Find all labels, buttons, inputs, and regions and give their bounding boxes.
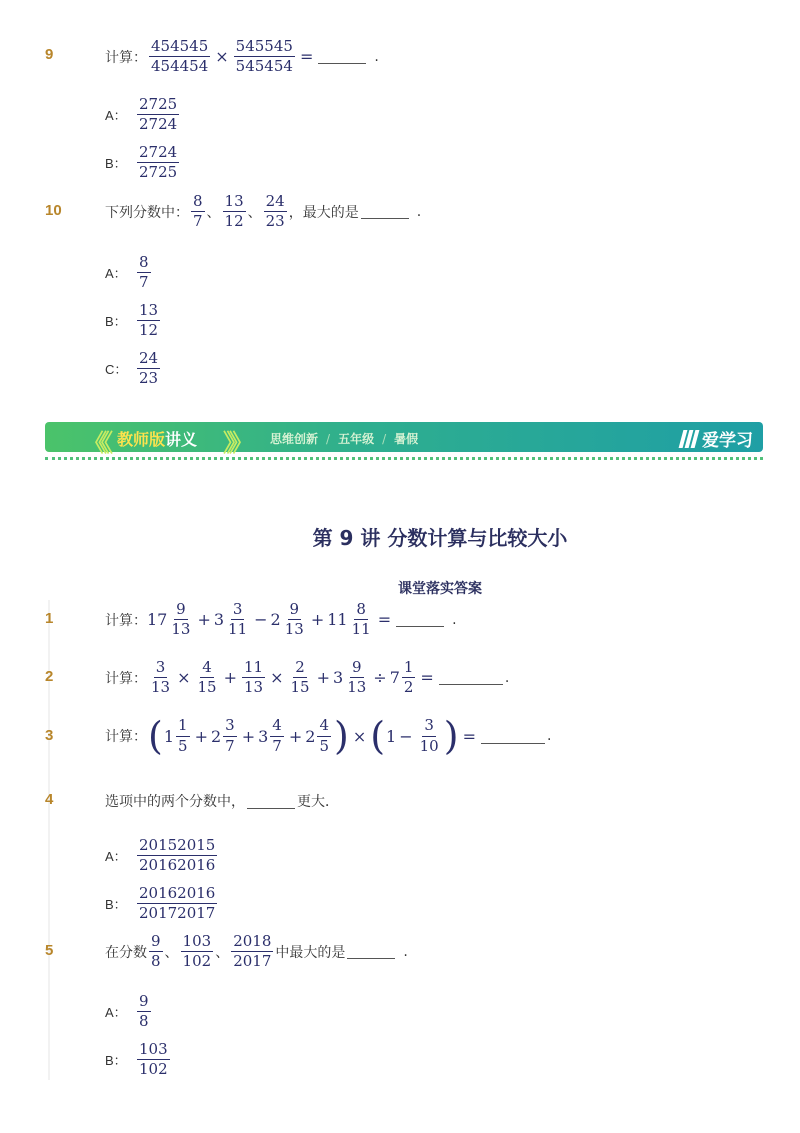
question-tail: ，最大的是 [288,204,359,221]
question-prompt: 计算： [105,670,147,687]
question-number: 3 [45,727,54,744]
option-a[interactable] [105,254,153,292]
answer-blank [396,612,444,627]
answer-2-stem: 计算： $\frac{3}{13}$ × $\frac{4}{15}$ + $\frac{11}{13}$ × $\frac{2}{15}$ + 3 $\frac{9}{13}$ ÷ 7 $\frac{1}{2}$ = . [105,658,510,697]
answer-blank [247,794,295,809]
option-label: C： [105,362,128,378]
question-9-stem [105,38,379,76]
fraction: $\frac{13}{12}$ [224,192,244,231]
option-label: A： [105,266,127,282]
question-number: 1 [45,610,54,627]
lecture-title: 第 9 讲 分数计算与比较大小 [312,526,568,550]
question-prompt: 选项中的两个分数中， [105,794,245,810]
breadcrumb-item: 思维创新 [270,432,319,446]
answer-3-stem: 计算： ( 1 $\frac{1}{5}$ + 2 $\frac{3}{7}$ + 3 $\frac{4}{7}$ + 2 $\frac{4}{5}$ ) × ( 1 − $\frac{3}{10}$ ) = . [105,714,552,758]
option-c[interactable] [105,350,162,388]
question-number: 2 [45,668,54,685]
question-prompt: 计算： [105,612,147,629]
option-label: A： [105,108,127,124]
breadcrumb: 思维创新 / 五年级 / 暑假 [270,432,419,446]
chevron-left-icon: 《《 [83,429,107,457]
option-label: B： [105,156,127,172]
banner-title: 教师版讲义 [117,430,198,449]
section-subtitle: 课堂落实答案 [398,581,482,597]
period: . [416,203,422,220]
option-a[interactable] [105,993,153,1031]
question-prompt: 计算： [105,729,147,745]
question-number: 4 [45,791,54,808]
option-b[interactable] [105,885,219,923]
option-label: A： [105,1005,127,1021]
question-number: 5 [45,942,54,959]
fraction: $\frac{545545}{545454}$ [235,37,293,76]
option-fraction: $\frac{20162016}{20172017}$ [139,884,216,923]
fraction: $\frac{24}{23}$ [265,192,285,231]
equals-sign: = [299,47,314,67]
chevron-right-icon: 》》 [223,429,247,457]
answer-blank [318,49,366,64]
breadcrumb-item: 暑假 [394,432,419,446]
option-fraction: $\frac{24}{23}$ [139,349,159,388]
question-tail: 更大． [297,794,339,810]
answer-blank [439,670,503,685]
option-fraction: $\frac{2724}{2725}$ [139,143,178,182]
answer-blank [347,944,395,959]
option-b[interactable] [105,1041,172,1079]
option-b[interactable] [105,144,181,182]
option-fraction: $\frac{20152015}{20162016}$ [139,836,216,875]
separator: 、 [206,204,221,221]
period: . [374,48,379,65]
question-prompt: 计算： [105,49,147,66]
option-label: B： [105,314,127,330]
option-fraction: $\frac{13}{12}$ [139,301,159,340]
option-a[interactable] [105,837,219,875]
option-fraction: $\frac{9}{8}$ [139,992,149,1031]
option-label: B： [105,897,127,913]
dotted-divider [45,457,763,460]
option-a[interactable] [105,96,181,134]
question-number: 10 [45,202,62,219]
logo-bars-icon [681,430,697,448]
separator: 、 [247,204,262,221]
answer-5-stem: 在分数 $\frac{9}{8}$ 、 $\frac{103}{102}$ 、 $\frac{2018}{2017}$ 中最大的是 . [105,932,408,971]
fraction: $\frac{454545}{454454}$ [151,37,209,76]
question-tail: 中最大的是 [275,944,346,961]
option-b[interactable] [105,302,162,340]
question-prompt: 在分数 [105,944,147,961]
option-label: B： [105,1053,127,1069]
answer-4-stem [105,791,339,811]
question-number: 9 [45,46,54,63]
fraction: $\frac{8}{7}$ [193,192,203,231]
answer-blank [481,729,545,744]
option-fraction: $\frac{2725}{2724}$ [139,95,178,134]
question-10-stem [105,193,421,231]
option-fraction: $\frac{103}{102}$ [139,1040,168,1079]
answer-1-stem: 计算： 17 $\frac{9}{13}$ + 3 $\frac{3}{11}$ − 2 $\frac{9}{13}$ + 11 $\frac{8}{11}$ = . [105,600,457,639]
breadcrumb-item: 五年级 [338,432,375,446]
answer-blank [361,204,409,219]
brand-logo: 爱学习 [681,426,753,451]
option-fraction: $\frac{8}{7}$ [139,253,149,292]
question-prompt: 下列分数中： [105,204,189,221]
header-banner [45,422,763,457]
times-operator: × [215,47,229,67]
option-label: A： [105,849,127,865]
